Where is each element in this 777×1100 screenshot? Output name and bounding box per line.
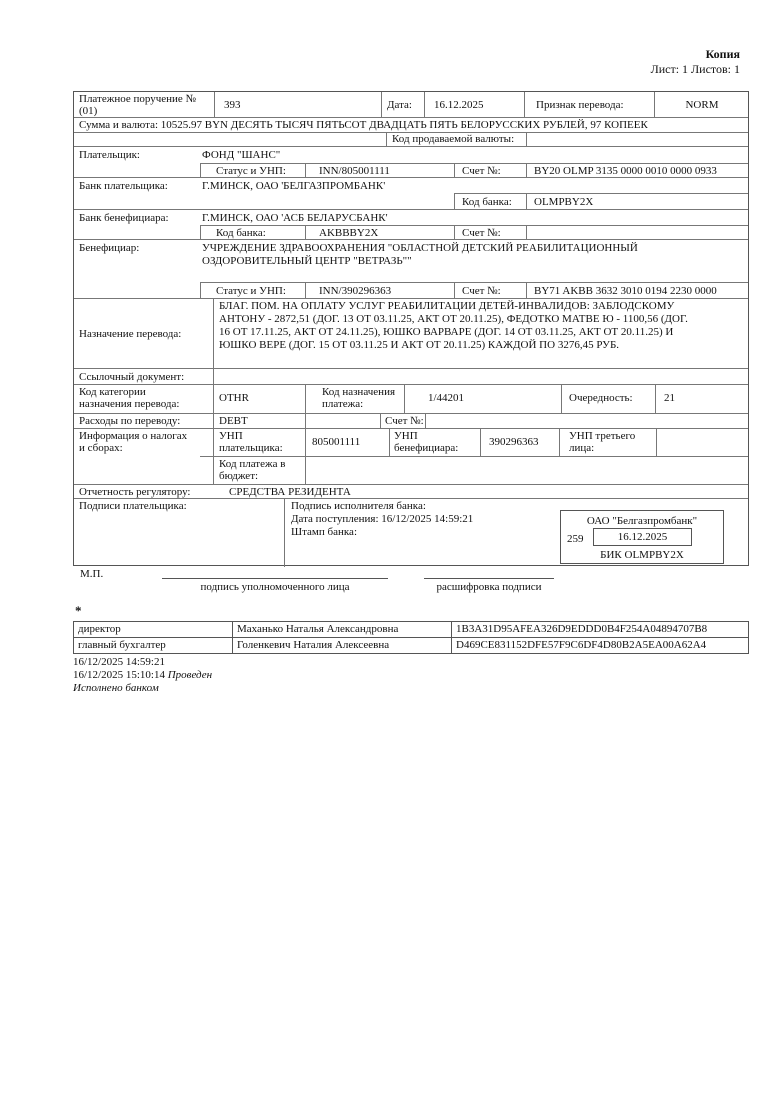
amount-text: Сумма и валюта: 10525.97 BYN ДЕСЯТЬ ТЫСЯЧ ПЯТЬСОТ ДВАДЦАТЬ ПЯТЬ БЕЛОРУССКИХ РУБЛЕЙ, 97 КОПЕЕК <box>79 119 648 131</box>
signature-decode-caption: расшифровка подписи <box>436 581 542 593</box>
order-title-line2: (01) <box>79 105 98 117</box>
stamp-bic: БИК OLMPBY2X <box>600 549 684 561</box>
payer-status: INN/805001111 <box>319 165 390 177</box>
sheet-label: Лист: 1 Листов: 1 <box>650 62 740 76</box>
regulator-value: СРЕДСТВА РЕЗИДЕНТА <box>229 486 351 498</box>
beneficiary-account-label: Счет №: <box>462 285 501 297</box>
signer-role: директор <box>74 622 233 638</box>
bank-stamp-label: Штамп банка: <box>291 526 357 538</box>
category-value: OTHR <box>219 392 249 404</box>
taxes-label-line2: и сборах: <box>79 442 123 454</box>
third-unp-label-line1: УНП третьего <box>569 430 636 442</box>
stamp-branch: 259 <box>567 533 584 545</box>
purpose-code-label-line1: Код назначения <box>322 386 396 398</box>
payer-label: Плательщик: <box>79 149 140 161</box>
charges-account-label: Счет №: <box>385 415 424 427</box>
payer-unp-label-line1: УНП <box>219 430 243 442</box>
beneficiary-bank-code: AKBBBY2X <box>319 227 379 239</box>
benef-unp-label-line1: УНП <box>394 430 418 442</box>
payer-name: ФОНД "ШАНС" <box>202 149 281 161</box>
transfer-flag-label: Признак перевода: <box>536 99 624 111</box>
copy-label: Копия <box>705 47 740 61</box>
signer-hash: D469CE831152DFE57F9C6DF4D80B2A5EA00A62A4 <box>452 638 749 654</box>
payer-bank-code: OLMPBY2X <box>534 196 594 208</box>
timestamp-processed-line <box>73 669 212 681</box>
payer-bank-label: Банк плательщика: <box>79 180 168 192</box>
date-label: Дата: <box>387 99 412 111</box>
reference-doc-label: Ссылочный документ: <box>79 371 185 383</box>
table-row <box>74 638 749 654</box>
receipt-date: Дата поступления: 16/12/2025 14:59:21 <box>291 513 474 525</box>
benef-unp-label-line2: бенефициара: <box>394 442 459 454</box>
payer-signatures-label: Подписи плательщика: <box>79 500 187 512</box>
signer-name: Голенкевич Наталия Алексеевна <box>233 638 452 654</box>
table-row <box>74 622 749 638</box>
payer-status-label: Статус и УНП: <box>216 165 286 177</box>
stamp-date-box <box>593 528 692 546</box>
purpose-code-label-line2: платежа: <box>322 398 364 410</box>
charges-label: Расходы по переводу: <box>79 415 181 427</box>
asterisk: * <box>75 603 82 618</box>
purpose-line: АНТОНУ - 2872,51 (ДОГ. 13 ОТ 03.11.25, АКТ ОТ 20.11.25), ФЕДОТКО МАТВЕ Ю - 1100,56 (ДОГ. <box>219 313 688 325</box>
timestamp-received: 16/12/2025 14:59:21 <box>73 656 165 668</box>
benef-unp: 390296363 <box>489 436 539 448</box>
category-label-line1: Код категории <box>79 386 146 398</box>
purpose-line: БЛАГ. ПОМ. НА ОПЛАТУ УСЛУГ РЕАБИЛИТАЦИИ ДЕТЕЙ-ИНВАЛИДОВ: ЗАБЛОДСКОМУ <box>219 300 675 312</box>
purpose-line: ЮШКО ВЕРЕ (ДОГ. 15 ОТ 03.11.25 И АКТ ОТ 20.11.25) КАЖДОЙ ПО 3276,45 РУБ. <box>219 339 620 351</box>
third-unp-label-line2: лица: <box>569 442 595 454</box>
status-executed: Исполнено банком <box>73 682 159 694</box>
taxes-label-line1: Информация о налогах <box>79 430 188 442</box>
payer-bank-name: Г.МИНСК, ОАО 'БЕЛГАЗПРОМБАНК' <box>202 180 386 192</box>
payment-order-form <box>73 91 749 566</box>
order-number: 393 <box>224 99 241 111</box>
priority: 21 <box>664 392 675 404</box>
authorized-signature-caption: подпись уполномоченного лица <box>200 581 350 593</box>
signers-table <box>73 621 749 654</box>
charges-value: DEBT <box>219 415 248 427</box>
purpose-label: Назначение перевода: <box>79 328 182 340</box>
mp-label: М.П. <box>80 568 104 580</box>
signer-role: главный бухгалтер <box>74 638 233 654</box>
timestamp-processed: 16/12/2025 15:10:14 <box>73 669 165 681</box>
bank-executor-label: Подпись исполнителя банка: <box>291 500 426 512</box>
budget-code-label-line2: бюджет: <box>219 470 259 482</box>
beneficiary-account: BY71 AKBB 3632 3010 0194 2230 0000 <box>534 285 717 297</box>
beneficiary-bank-account-label: Счет №: <box>462 227 501 239</box>
status-processed: Проведен <box>167 669 213 681</box>
beneficiary-name-line2: ОЗДОРОВИТЕЛЬНЫЙ ЦЕНТР "ВЕТРАЗЬ"" <box>202 255 412 267</box>
signer-hash: 1B3A31D95AFEA326D9EDDD0B4F254A04894707B8 <box>452 622 749 638</box>
order-date: 16.12.2025 <box>434 99 484 111</box>
signer-name: Маханько Наталья Александровна <box>233 622 452 638</box>
transfer-flag: NORM <box>685 99 719 111</box>
payer-bank-code-label: Код банка: <box>462 196 512 208</box>
purpose-code: 1/44201 <box>428 392 465 404</box>
priority-label: Очередность: <box>569 392 633 404</box>
budget-code-label-line1: Код платежа в <box>219 458 286 470</box>
beneficiary-name-line1: УЧРЕЖДЕНИЕ ЗДРАВООХРАНЕНИЯ "ОБЛАСТНОЙ ДЕТСКИЙ РЕАБИЛИТАЦИОННЫЙ <box>202 242 638 254</box>
beneficiary-status-label: Статус и УНП: <box>216 285 286 297</box>
stamp-bank-name: ОАО "Белгазпромбанк" <box>586 515 698 527</box>
stamp-date: 16.12.2025 <box>617 531 668 543</box>
regulator-label: Отчетность регулятору: <box>79 486 191 498</box>
beneficiary-bank-name: Г.МИНСК, ОАО 'АСБ БЕЛАРУСБАНК' <box>202 212 388 224</box>
payer-unp-label-line2: плательщика: <box>219 442 283 454</box>
payer-account: BY20 OLMP 3135 0000 0010 0000 0933 <box>534 165 717 177</box>
beneficiary-bank-label: Банк бенефициара: <box>79 212 169 224</box>
payer-unp: 805001111 <box>312 436 361 448</box>
order-title-line1: Платежное поручение № <box>79 93 197 105</box>
category-label-line2: назначения перевода: <box>79 398 180 410</box>
beneficiary-status: INN/390296363 <box>319 285 392 297</box>
purpose-line: 16 ОТ 17.11.25, АКТ ОТ 24.11.25), ЮШКО ВАРВАРЕ (ДОГ. 14 ОТ 03.11.25, АКТ ОТ 20.11.25) И <box>219 326 674 338</box>
bank-stamp <box>560 510 724 564</box>
payer-account-label: Счет №: <box>462 165 501 177</box>
beneficiary-bank-code-label: Код банка: <box>216 227 266 239</box>
sold-currency-label: Код продаваемой валюты: <box>392 133 515 145</box>
beneficiary-label: Бенефициар: <box>79 242 140 254</box>
